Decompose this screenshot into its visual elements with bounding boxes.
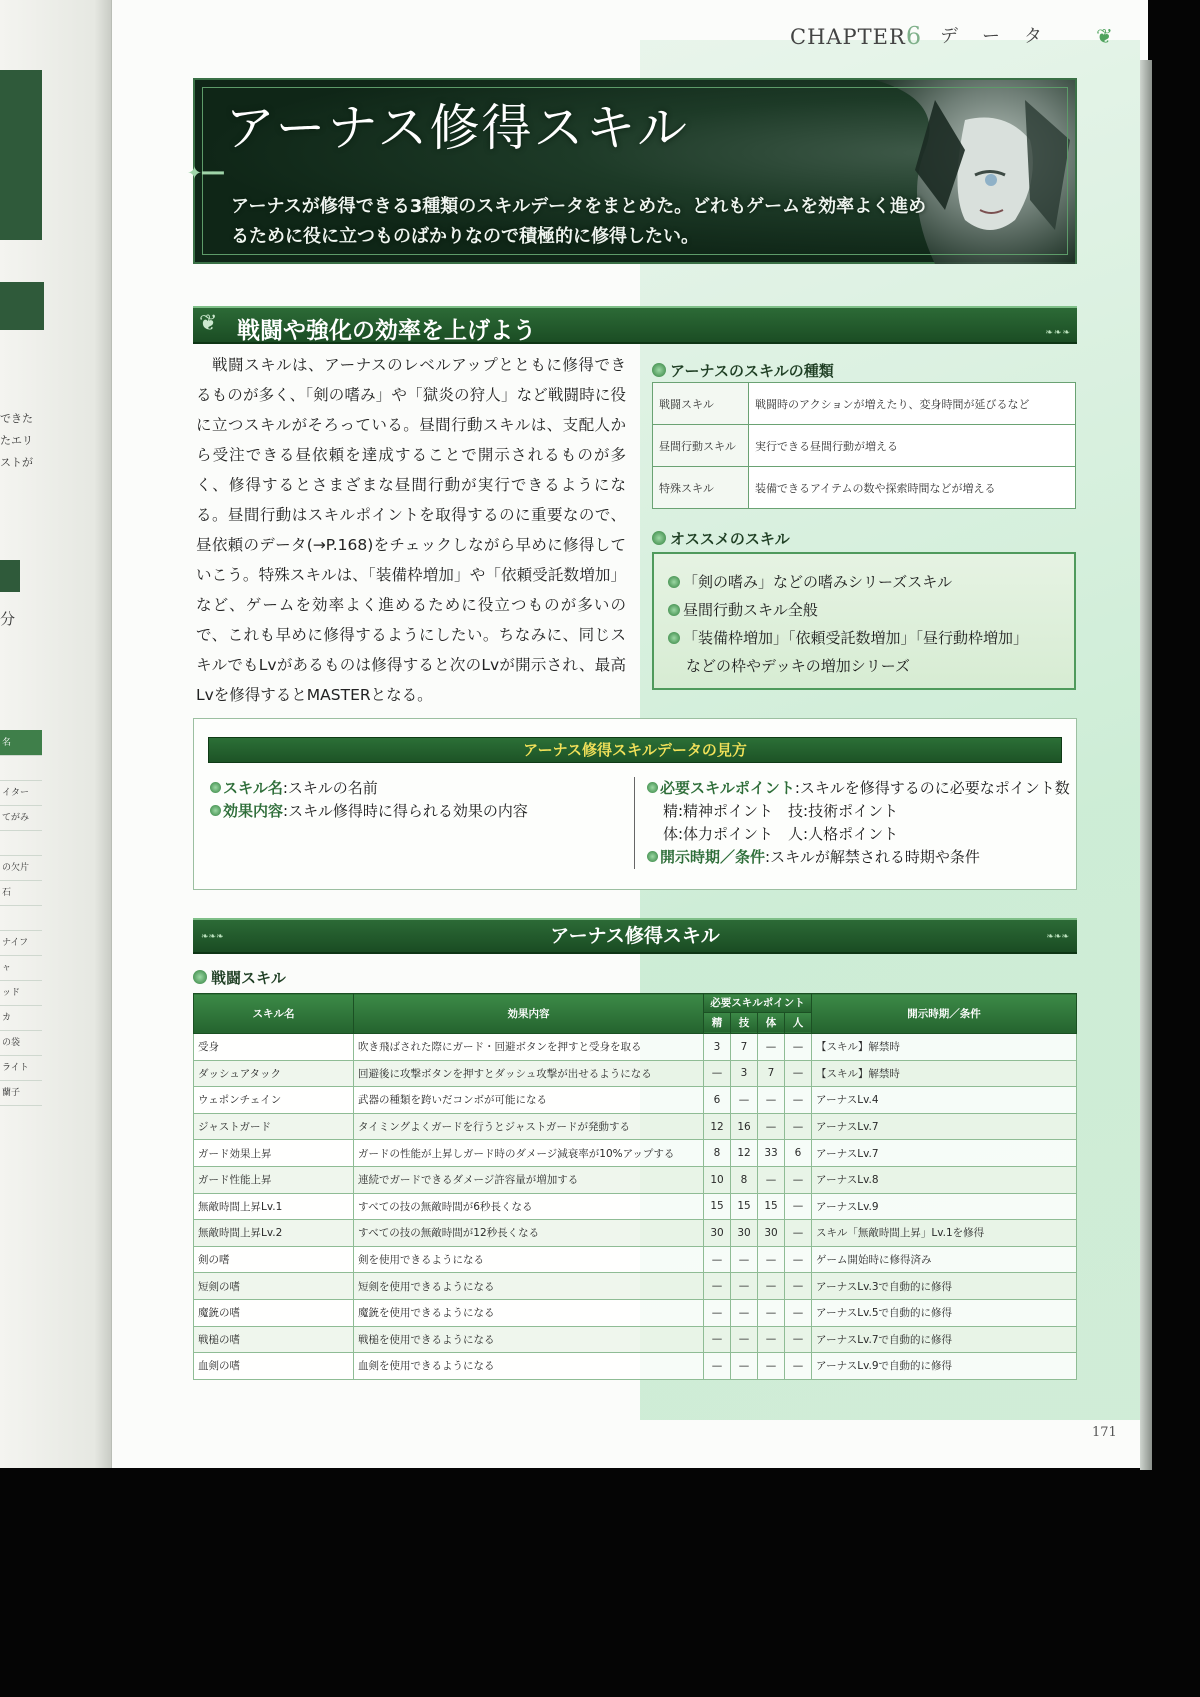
prev-table-row	[0, 755, 42, 781]
prev-table-row: ナイフ	[0, 930, 42, 956]
skills-section-title: アーナス修得スキル	[550, 925, 720, 947]
intro-text: 戦闘スキルは、アーナスのレベルアップとともに修得できるものが多く、「剣の嗜み」や「獄炎の狩人」など戦闘時に役に立つスキルがそろっている。昼間行動スキルは、支配人から受注できる昼依頼を達成することで開示されるものが多く、修得するとさまざまな昼間行動が実行できるようになる。昼間行動はスキルポイントを取得するのに重要なので、昼依頼のデータ(→P.168)をチェックしながら早めに修得していこう。特殊スキルは、「装備枠増加」や「依頼受託数増加」など、ゲームを効率よく進めるために役立つものが多いので、これも早めに修得するようにしたい。ちなみに、同じスキルでもLvがあるものは修得すると次のLvが開示され、最高Lvを修得するとMASTERとなる。	[196, 356, 626, 704]
jin-cell: —	[785, 1193, 812, 1220]
col-effect: 効果内容	[354, 994, 704, 1034]
skills-section-header	[193, 918, 1077, 954]
unlock-cell: アーナスLv.9	[812, 1193, 1077, 1220]
prev-table-row: の袋	[0, 1030, 42, 1056]
effect-cell: 剣を使用できるようになる	[354, 1246, 704, 1273]
prev-table-row: カ	[0, 1005, 42, 1031]
section-title: 戦闘や強化の効率を上げよう	[237, 318, 536, 344]
jin-cell: —	[785, 1326, 812, 1353]
prev-table-row: 石	[0, 880, 42, 906]
chapter-label	[790, 22, 922, 50]
jin-cell: —	[785, 1087, 812, 1114]
list-item-text: 「装備枠増加」「依頼受託数増加」「昼行動枠増加」	[683, 629, 1029, 647]
table-row	[194, 1273, 1077, 1300]
gi-cell: 15	[731, 1193, 758, 1220]
prev-page-text	[0, 408, 33, 474]
legend-label: 効果内容	[223, 802, 284, 820]
gi-cell: —	[731, 1353, 758, 1380]
sei-cell: —	[704, 1299, 731, 1326]
unlock-cell: アーナスLv.9で自動的に修得	[812, 1353, 1077, 1380]
legend-item	[647, 777, 1070, 800]
bullet-icon	[668, 604, 680, 616]
list-item-text: 昼間行動スキル全般	[683, 601, 818, 619]
type-name: 昼間行動スキル	[653, 425, 749, 467]
skill-name-cell: 無敵時間上昇Lv.1	[194, 1193, 354, 1220]
unlock-cell: アーナスLv.7	[812, 1113, 1077, 1140]
table-header-row	[194, 994, 1077, 1013]
unlock-cell: ゲーム開始時に修得済み	[812, 1246, 1077, 1273]
gi-cell: 7	[731, 1034, 758, 1061]
table-row	[194, 1246, 1077, 1273]
legend-points-line: 体:体力ポイント 人:人格ポイント	[663, 825, 899, 843]
jin-cell: —	[785, 1113, 812, 1140]
decorative-tag-icon: ❧❧❧	[1045, 328, 1071, 338]
bullet-icon	[647, 851, 658, 862]
col-gi: 技	[731, 1012, 758, 1033]
jin-cell: —	[785, 1220, 812, 1247]
tai-cell: 15	[758, 1193, 785, 1220]
col-unlock: 開示時期／条件	[812, 994, 1077, 1034]
jin-cell: —	[785, 1353, 812, 1380]
list-item-text: 「剣の嗜み」などの嗜みシリーズスキル	[683, 573, 953, 591]
prev-line: できた	[0, 412, 33, 425]
combat-skills-heading	[193, 967, 286, 988]
col-points: 必要スキルポイント	[704, 994, 812, 1013]
skill-name-cell: 無敵時間上昇Lv.2	[194, 1220, 354, 1247]
skills-table	[193, 993, 1077, 1380]
page-number: 171	[1092, 1425, 1117, 1440]
prev-table-row: ライト	[0, 1055, 42, 1081]
prev-table-row: ッド	[0, 980, 42, 1006]
table-row	[194, 1113, 1077, 1140]
tai-cell: 7	[758, 1060, 785, 1087]
bullet-icon	[210, 782, 221, 793]
effect-cell: 血剣を使用できるようになる	[354, 1353, 704, 1380]
type-name: 特殊スキル	[653, 467, 749, 509]
col-tai: 体	[758, 1012, 785, 1033]
recommended-heading-text: オススメのスキル	[670, 530, 790, 548]
prev-table-row: ャ	[0, 955, 42, 981]
prev-line: たエリ	[0, 434, 33, 447]
page-title: アーナス修得スキル	[225, 99, 689, 157]
legend-box	[193, 718, 1077, 890]
effect-cell: タイミングよくガードを行うとジャストガードが発動する	[354, 1113, 704, 1140]
gi-cell: 30	[731, 1220, 758, 1247]
skill-name-cell: ガード性能上昇	[194, 1166, 354, 1193]
legend-left	[210, 777, 528, 823]
section-header	[193, 306, 1077, 344]
legend-text: :スキル修得時に得られる効果の内容	[283, 802, 528, 820]
gi-cell: —	[731, 1273, 758, 1300]
sei-cell: —	[704, 1326, 731, 1353]
bullet-icon	[668, 576, 680, 588]
table-row	[194, 1087, 1077, 1114]
unlock-cell: 【スキル】解禁時	[812, 1060, 1077, 1087]
tai-cell: 30	[758, 1220, 785, 1247]
type-desc: 戦闘時のアクションが増えたり、変身時間が延びるなど	[749, 383, 1076, 425]
prev-table-row	[0, 830, 42, 856]
prev-page-bar	[0, 560, 20, 592]
unlock-cell: スキル「無敵時間上昇」Lv.1を修得	[812, 1220, 1077, 1247]
unlock-cell: アーナスLv.5で自動的に修得	[812, 1299, 1077, 1326]
effect-cell: 連続でガードできるダメージ許容量が増加する	[354, 1166, 704, 1193]
legend-item	[210, 777, 528, 800]
prev-table-row: てがみ	[0, 805, 42, 831]
gi-cell: —	[731, 1326, 758, 1353]
effect-cell: すべての技の無敵時間が6秒長くなる	[354, 1193, 704, 1220]
gi-cell: —	[731, 1087, 758, 1114]
bullet-icon	[193, 970, 207, 984]
chapter-title: データ	[940, 26, 1066, 47]
gi-cell: 16	[731, 1113, 758, 1140]
skill-name-cell: ダッシュアタック	[194, 1060, 354, 1087]
legend-right	[634, 777, 1070, 869]
ornament-icon: ✦━━	[187, 163, 224, 184]
chapter-text: CHAPTER	[790, 25, 906, 49]
sei-cell: 8	[704, 1140, 731, 1167]
jin-cell: —	[785, 1166, 812, 1193]
gi-cell: —	[731, 1299, 758, 1326]
skill-name-cell: 戦槌の嗜	[194, 1326, 354, 1353]
page-edge	[1140, 60, 1152, 1470]
prev-page-bar	[0, 282, 44, 330]
previous-page-edge	[0, 0, 112, 1468]
combat-skills-heading-text: 戦闘スキル	[211, 969, 286, 987]
jin-cell: —	[785, 1273, 812, 1300]
table-row	[653, 425, 1076, 467]
bullet-icon	[647, 782, 658, 793]
tai-cell: —	[758, 1087, 785, 1114]
gi-cell: 3	[731, 1060, 758, 1087]
effect-cell: 吹き飛ばされた際にガード・回避ボタンを押すと受身を取る	[354, 1034, 704, 1061]
bullet-icon	[210, 805, 221, 816]
tai-cell: —	[758, 1166, 785, 1193]
skill-name-cell: ガード効果上昇	[194, 1140, 354, 1167]
intro-paragraph	[196, 350, 626, 710]
recommended-box	[652, 552, 1076, 690]
skill-name-cell: 剣の嗜	[194, 1246, 354, 1273]
recommended-heading	[652, 528, 790, 549]
table-row	[194, 1220, 1077, 1247]
table-row	[194, 1193, 1077, 1220]
col-sei: 精	[704, 1012, 731, 1033]
table-row	[194, 1060, 1077, 1087]
sei-cell: 6	[704, 1087, 731, 1114]
table-row	[194, 1140, 1077, 1167]
sei-cell: 15	[704, 1193, 731, 1220]
legend-label: 開示時期／条件	[660, 848, 766, 866]
legend-text: :スキルが解禁される時期や条件	[765, 848, 980, 866]
prev-table-row: 蘭子	[0, 1080, 42, 1106]
sei-cell: 3	[704, 1034, 731, 1061]
effect-cell: すべての技の無敵時間が12秒長くなる	[354, 1220, 704, 1247]
page-description: アーナスが修得できる3種類のスキルデータをまとめた。どれもゲームを効率よく進めるために役に立つものばかりなので積極的に修得したい。	[231, 196, 927, 247]
butterfly-icon: ❦	[1096, 24, 1113, 48]
sei-cell: 30	[704, 1220, 731, 1247]
effect-cell: 短剣を使用できるようになる	[354, 1273, 704, 1300]
type-name: 戦闘スキル	[653, 383, 749, 425]
skill-name-cell: 血剣の嗜	[194, 1353, 354, 1380]
skill-name-cell: 受身	[194, 1034, 354, 1061]
decorative-tag-icon: ❧❧❧	[201, 932, 224, 942]
legend-label: 必要スキルポイント	[660, 779, 795, 797]
type-desc: 装備できるアイテムの数や探索時間などが増える	[749, 467, 1076, 509]
jin-cell: —	[785, 1060, 812, 1087]
unlock-cell: 【スキル】解禁時	[812, 1034, 1077, 1061]
prev-label: 分	[0, 610, 16, 628]
sei-cell: —	[704, 1353, 731, 1380]
table-row	[194, 1299, 1077, 1326]
table-row	[194, 1353, 1077, 1380]
tai-cell: —	[758, 1353, 785, 1380]
unlock-cell: アーナスLv.3で自動的に修得	[812, 1273, 1077, 1300]
tai-cell: —	[758, 1326, 785, 1353]
unlock-cell: アーナスLv.4	[812, 1087, 1077, 1114]
tai-cell: —	[758, 1299, 785, 1326]
col-jin: 人	[785, 1012, 812, 1033]
col-skill-name: スキル名	[194, 994, 354, 1034]
prev-page-image	[0, 70, 42, 240]
skill-name-cell: 魔銃の嗜	[194, 1299, 354, 1326]
jin-cell: —	[785, 1299, 812, 1326]
skill-types-heading-text: アーナスのスキルの種類	[670, 362, 834, 380]
skill-name-cell: ウェポンチェイン	[194, 1087, 354, 1114]
sei-cell: —	[704, 1060, 731, 1087]
title-banner	[187, 78, 1077, 264]
bullet-icon	[652, 531, 666, 545]
legend-item	[647, 846, 1070, 869]
bullet-icon	[668, 632, 680, 644]
list-item	[668, 596, 1060, 624]
gi-cell: —	[731, 1246, 758, 1273]
skill-types-table	[652, 382, 1076, 509]
prev-table-row	[0, 905, 42, 931]
sei-cell: —	[704, 1246, 731, 1273]
skill-name-cell: ジャストガード	[194, 1113, 354, 1140]
gi-cell: 12	[731, 1140, 758, 1167]
tai-cell: —	[758, 1113, 785, 1140]
unlock-cell: アーナスLv.8	[812, 1166, 1077, 1193]
table-row	[194, 1166, 1077, 1193]
effect-cell: ガードの性能が上昇しガード時のダメージ減衰率が10%アップする	[354, 1140, 704, 1167]
bullet-icon	[652, 363, 666, 377]
skill-name-cell: 短剣の嗜	[194, 1273, 354, 1300]
sei-cell: 12	[704, 1113, 731, 1140]
unlock-cell: アーナスLv.7で自動的に修得	[812, 1326, 1077, 1353]
sei-cell: —	[704, 1273, 731, 1300]
effect-cell: 武器の種類を跨いだコンボが可能になる	[354, 1087, 704, 1114]
butterfly-icon: ❦	[199, 311, 218, 336]
tai-cell: —	[758, 1034, 785, 1061]
table-row	[194, 1034, 1077, 1061]
legend-points-line: 精:精神ポイント 技:技術ポイント	[663, 802, 899, 820]
effect-cell: 戦槌を使用できるようになる	[354, 1326, 704, 1353]
legend-item	[210, 800, 528, 823]
sei-cell: 10	[704, 1166, 731, 1193]
prev-table-row: イター	[0, 780, 42, 806]
legend-text: :スキルを修得するのに必要なポイント数	[794, 779, 1070, 797]
legend-label: スキル名	[223, 779, 283, 797]
unlock-cell: アーナスLv.7	[812, 1140, 1077, 1167]
legend-text: :スキルの名前	[282, 779, 378, 797]
effect-cell: 回避後に攻撃ボタンを押すとダッシュ攻撃が出せるようになる	[354, 1060, 704, 1087]
list-item	[668, 568, 1060, 596]
list-item	[668, 624, 1060, 652]
tai-cell: —	[758, 1246, 785, 1273]
prev-table-row: 名	[0, 730, 42, 756]
table-row	[194, 1326, 1077, 1353]
chapter-number: 6	[905, 22, 923, 50]
decorative-tag-icon: ❧❧❧	[1046, 932, 1069, 942]
table-row	[653, 383, 1076, 425]
skills-table-body	[194, 1034, 1077, 1380]
effect-cell: 魔銃を使用できるようになる	[354, 1299, 704, 1326]
type-desc: 実行できる昼間行動が増える	[749, 425, 1076, 467]
table-row	[653, 467, 1076, 509]
skill-types-heading	[652, 360, 834, 381]
prev-table-row: の欠片	[0, 855, 42, 881]
gi-cell: 8	[731, 1166, 758, 1193]
jin-cell: —	[785, 1034, 812, 1061]
jin-cell: 6	[785, 1140, 812, 1167]
prev-line: ストが	[0, 456, 33, 469]
tai-cell: 33	[758, 1140, 785, 1167]
legend-title: アーナス修得スキルデータの見方	[208, 737, 1062, 763]
list-item-continuation: などの枠やデッキの増加シリーズ	[686, 657, 910, 675]
jin-cell: —	[785, 1246, 812, 1273]
tai-cell: —	[758, 1273, 785, 1300]
